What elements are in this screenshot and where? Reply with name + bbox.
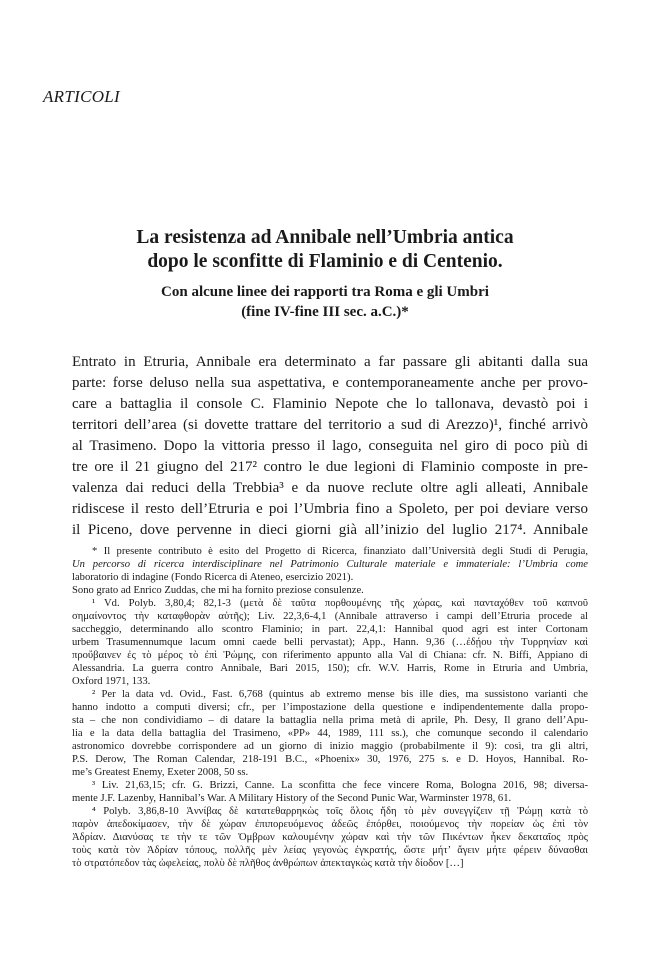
footnote-line: ² Per la data vd. Ovid., Fast. 6,768 (quintus ab extremo mense bis ille dies, ma sussistono varianti che [92, 689, 588, 700]
footnote-star [72, 545, 588, 597]
footnote-4 [72, 805, 588, 870]
footnote-line: Alessandria. La guerra contro Annibale, Bari 2015, 150); cfr. W.V. Harris, Rome in Etruria and Umbria, [72, 663, 588, 674]
body-text [72, 352, 588, 541]
footnote-line: urbem Trasumennumque lacum omni caede belli pervastat); App., Hann. 9,36 (…ἐδῄου τὴν Τυρρηνίαν καὶ [72, 637, 588, 648]
body-line: valenza dai reduci della Trebbia³ e da nuove reclute oltre agli alleati, Annibale [72, 480, 588, 496]
footnote-line: ¹ Vd. Polyb. 3,80,4; 82,1-3 (μετὰ δὲ ταῦτα πορθουμένης τῆς χώρας, καὶ πανταχόθεν τοῦ καπνοῦ [92, 598, 588, 609]
footnote-line: * Il presente contributo è esito del Progetto di Ricerca, finanziato dall’Università degli Studi di Perugia, [92, 546, 588, 557]
footnote-line: lia e la data della battaglia del Trasimeno, «PP» 44, 1989, 111 ss.), che comunque secondo il calendario [72, 728, 588, 739]
body-line: territori dell’area (si dovette trattare del territorio a sud di Arezzo)¹, finché arrivò [72, 417, 588, 433]
footnote-line: τὸ στρατόπεδον τὰς ὠφελείας, πολὺ δὲ πλῆθος ἀνθρώπων ἀπεκταγκὼς κατὰ τὴν δίοδον […] [72, 858, 464, 869]
footnote-line: astronomico dovrebbe corrispondere ad un giorno di inizio maggio (probabilmente il 9): così, tra gli altri, [72, 741, 588, 752]
body-line: care a battaglia il console C. Flaminio Nepote che lo tallonava, devastò poi i [72, 396, 588, 412]
footnote-line: mente J.F. Lazenby, Hannibal’s War. A Military History of the Second Punic War, Warminster 1978, 61. [72, 793, 512, 804]
body-line: parte: forse deluso nella sua aspettativa, e contemporaneamente anche per provo- [72, 375, 588, 391]
footnote-1 [72, 597, 588, 688]
body-line: tre ore il 21 giugno del 217² contro le due legioni di Flaminio composte in pre- [72, 459, 588, 475]
footnote-line: hanno indotto a computi diversi; cfr., per l’impostazione della questione e indipendentemente dalla propo- [72, 702, 588, 713]
subtitle-line: (fine IV-fine III sec. a.C.)* [241, 304, 409, 320]
footnote-line: Oxford 1971, 133. [72, 676, 151, 687]
section-label: ARTICOLI [43, 87, 121, 106]
footnote-line: Un percorso di ricerca interdisciplinare nel Patrimonio Culturale materiale e immateriale: l’Umbria come [72, 559, 588, 570]
body-line: il Piceno, dove pervenne in dieci giorni già all’inizio del luglio 217⁴. Annibale [72, 522, 588, 538]
footnote-2 [72, 688, 588, 779]
footnote-line: me’s Greatest Enemy, Exeter 2008, 50 ss. [72, 767, 249, 778]
footnote-line: sta – che non condividiamo – di datare la battaglia nella prima metà di aprile, Ph. Desy, Il grano dell’Apu- [72, 715, 588, 726]
footnote-line: Ἀδρίαν. Διανύσας τε τὴν τε τῶν Ὀμβρων καλουμένην χώραν καὶ τὴν τῶν Πικέντων ἧκεν δεκαταῖος πρὸς [72, 832, 588, 843]
footnote-line: παρὸν ἀπεδοκίμασεν, τὴν δὲ χώραν ἐπιπορευόμενος ἀδεῶς ἐπόρθει, ποιούμενος τὴν πορείαν ὡς ἐπὶ τὸν [72, 819, 588, 830]
footnote-3 [72, 779, 588, 805]
footnote-line: προὔβαινεν ἐς τὸ μέρος τὸ ἐπὶ Ῥώμης, con riferimento appunto alla Val di Chiana: cfr. N. Biffi, Appiano di [72, 650, 588, 661]
title-line: La resistenza ad Annibale nell’Umbria antica [136, 227, 514, 248]
footnote-line: saccheggio, determinando allo scontro Flaminio; in part. 22,4,1: Hannibal quod agri est inter Cortonam [72, 624, 588, 635]
subtitle-line: Con alcune linee dei rapporti tra Roma e gli Umbri [161, 284, 489, 300]
footnote-line: P.S. Derow, The Roman Calendar, 218-191 B.C., «Phoenix» 30, 1976, 275 s. e D. Hoyos, Hannibal. Ro- [72, 754, 588, 765]
footnotes [72, 545, 588, 870]
title-line: dopo le sconfitte di Flaminio e di Centenio. [147, 251, 503, 272]
body-line: ridiscese il resto dell’Etruria e poi l’Umbria fino a Spoleto, per poi deviare verso [72, 501, 588, 517]
footnote-line: σημαίνοντος τὴν καταφθορὰν αὐτῆς); Liv. 22,3,6-4,1 (Annibale attraverso i campi dell’Etruria procede al [72, 611, 588, 622]
body-line: Entrato in Etruria, Annibale era determinato a far passare gli abitanti dalla sua [72, 354, 588, 370]
footnote-line: Sono grato ad Enrico Zuddas, che mi ha fornito preziose consulenze. [72, 585, 364, 596]
article-subtitle [60, 282, 590, 322]
article-title [60, 226, 590, 274]
title-block [60, 226, 590, 322]
body-line: al Trasimeno. Dopo la vittoria presso il lago, conseguita nel giro di poco più di [72, 438, 588, 454]
footnote-line: ⁴ Polyb. 3,86,8-10 Ἀννίβας δὲ κατατεθαρρηκὼς τοῖς ὅλοις ἤδη τὸ μὲν συνεγγίζειν τῇ Ῥώμῃ κατὰ τὸ [92, 806, 588, 817]
footnote-line: ³ Liv. 21,63,15; cfr. G. Brizzi, Canne. La sconfitta che fece vincere Roma, Bologna 2016, 98; diversa- [92, 780, 588, 791]
footnote-line: τοὺς κατὰ τὸν Ἀδρίαν τόπους, πολλῆς μὲν λείας γεγονὼς ἐγκρατής, ὥστε μήτ’ ἄγειν μήτε φέρειν δύνασθαι [72, 845, 588, 856]
footnote-line: laboratorio di indagine (Fondo Ricerca di Ateneo, esercizio 2021). [72, 572, 354, 583]
